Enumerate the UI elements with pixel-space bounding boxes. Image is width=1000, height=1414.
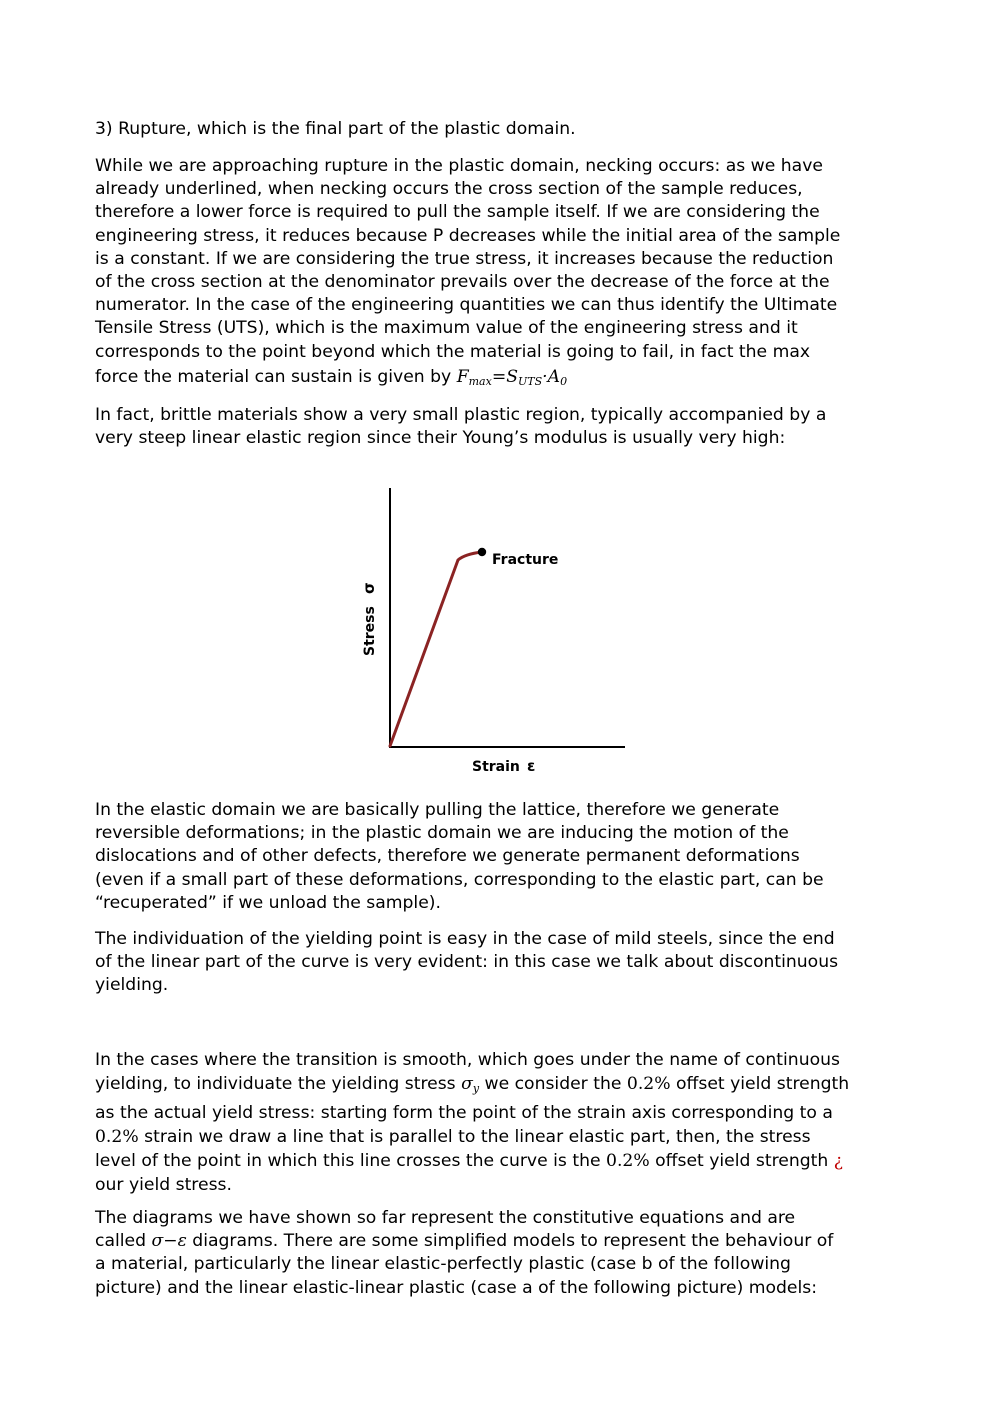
y-axis-symbol: σ — [360, 582, 378, 594]
yield-stress-symbol — [461, 1074, 479, 1094]
text-line: a material, particularly the linear elastic-perfectly plastic (case b of the following — [95, 1254, 791, 1275]
text-run: offset yield strength — [670, 1074, 850, 1094]
text-line — [95, 364, 910, 395]
text-run: diagrams. There are some simplified models to represent the behaviour of — [186, 1231, 834, 1252]
formula-symbol: A — [547, 366, 561, 387]
formula-operator: · — [542, 366, 548, 387]
sigma-epsilon-symbol: σ−ε — [151, 1231, 187, 1252]
text-run: yielding, to individuate the yielding stress — [95, 1074, 462, 1094]
text-line: Tensile Stress (UTS), which is the maximum value of the engineering stress and it — [95, 318, 798, 339]
text-line: (even if a small part of these deformations, corresponding to the elastic part, can be — [95, 869, 824, 890]
formula-subscript: UTS — [518, 374, 543, 388]
text-line: our yield stress. — [95, 1175, 232, 1195]
formula-operator: = — [491, 366, 507, 387]
text-run: strain we draw a line that is parallel to the linear elastic part, then, the stress — [138, 1127, 811, 1147]
text-line: numerator. In the case of the engineering quantities we can thus identify the Ultimate — [95, 295, 838, 316]
paragraph-yielding-point — [95, 928, 910, 998]
text-line: dislocations and of other defects, therefore we generate permanent deformations — [95, 846, 800, 867]
text-line — [95, 1230, 910, 1253]
stress-strain-curve — [390, 552, 482, 746]
text-line: is a constant. If we are considering the true stress, it increases because the reduction — [95, 248, 834, 269]
text-run: offset yield strength — [649, 1151, 834, 1171]
offset-value: 0.2% — [626, 1074, 671, 1094]
text-line: In the cases where the transition is smooth, which goes under the name of continuous — [95, 1050, 840, 1070]
text-run: force the material can sustain is given by — [95, 366, 457, 387]
text-line: The diagrams we have shown so far represent the constitutive equations and are — [95, 1208, 796, 1228]
x-axis-symbol: ε — [527, 757, 536, 775]
text-line: engineering stress, it reduces because P decreases while the initial area of the sample — [95, 225, 841, 246]
offset-value: 0.2% — [606, 1151, 650, 1171]
text-line: reversible deformations; in the plastic domain we are inducing the motion of the — [95, 823, 789, 844]
fracture-point — [478, 548, 486, 556]
paragraph-continuous-yielding — [95, 1048, 910, 1197]
text-line: yielding. — [95, 975, 169, 996]
text-run: level of the point in which this line crosses the curve is the — [95, 1151, 607, 1171]
formula-subscript: max — [468, 374, 492, 388]
text-line: “recuperated” if we unload the sample). — [95, 892, 441, 913]
text-line — [95, 1125, 910, 1149]
missing-glyph-marker: ¿ — [833, 1151, 843, 1171]
text-line — [95, 1149, 910, 1173]
fracture-label: Fracture — [492, 552, 559, 568]
y-axis-title — [360, 582, 378, 656]
paragraph-necking — [95, 155, 910, 395]
text-line: corresponds to the point beyond which the material is going to fail, in fact the max — [95, 341, 811, 362]
text-line: In fact, brittle materials show a very small plastic region, typically accompanied by a — [95, 405, 827, 425]
x-axis-label: Strain — [472, 759, 520, 775]
text-run: we consider the — [479, 1074, 627, 1094]
text-line: very steep linear elastic region since their Young’s modulus is usually very high: — [95, 428, 786, 449]
formula-subscript: 0 — [560, 374, 568, 388]
stress-strain-figure — [355, 480, 645, 780]
text-line: picture) and the linear elastic-linear plastic (case a of the following picture) models: — [95, 1277, 818, 1298]
text-line: of the linear part of the curve is very evident: in this case we talk about discontinuous — [95, 952, 839, 973]
text-line: therefore a lower force is required to pull the sample itself. If we are considering the — [95, 202, 820, 223]
formula-symbol: S — [506, 366, 519, 387]
paragraph-brittle — [95, 404, 910, 450]
text-line: While we are approaching rupture in the plastic domain, necking occurs: as we have — [95, 156, 823, 176]
text-line: The individuation of the yielding point is easy in the case of mild steels, since the end — [95, 929, 835, 949]
text-run: called — [95, 1231, 152, 1252]
sigma-symbol: σ — [461, 1074, 473, 1094]
text-line: as the actual yield stress: starting form the point of the strain axis corresponding to a — [95, 1103, 833, 1123]
formula-fmax — [457, 367, 567, 387]
text-line: 3) Rupture, which is the final part of the plastic domain. — [95, 119, 576, 139]
paragraph-rupture — [95, 118, 910, 141]
y-axis-label: Stress — [362, 606, 378, 656]
sigma-subscript: y — [472, 1082, 480, 1095]
paragraph-constitutive-models — [95, 1207, 910, 1300]
offset-value: 0.2% — [95, 1127, 139, 1147]
text-line — [95, 1072, 910, 1101]
stress-strain-diagram — [355, 480, 645, 780]
text-line: of the cross section at the denominator prevails over the decrease of the force at the — [95, 272, 830, 293]
text-line: In the elastic domain we are basically pulling the lattice, therefore we generate — [95, 800, 780, 820]
paragraph-elastic-plastic — [95, 799, 910, 915]
formula-symbol: F — [456, 366, 469, 387]
text-line: already underlined, when necking occurs the cross section of the sample reduces, — [95, 179, 803, 200]
